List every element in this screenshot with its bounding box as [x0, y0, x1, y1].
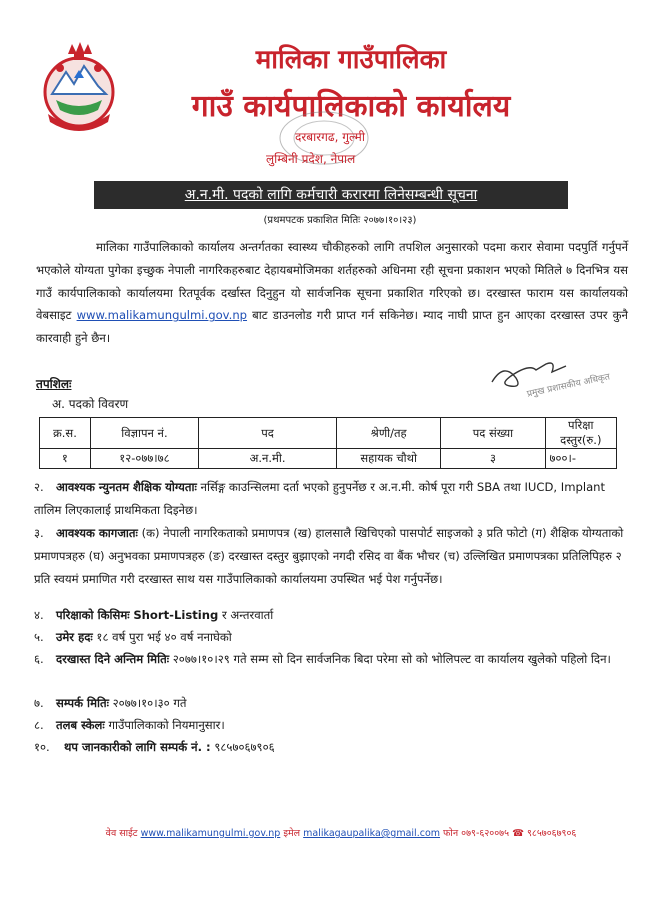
footer-website-link[interactable]: www.malikamungulmi.gov.np	[140, 828, 281, 839]
intro-text-1: मालिका गाउँपालिकाको कार्यालय अन्तर्गतका स्वास्थ्य चौकीहरुको लागि तपशिल अनुसारको पदमा करार सेवामा पदपुर्ति गर्नुपर्ने भएकोले योग्यता पुगेका इच्छुक नेपाली नागरिकहरुबाट देहायबमोजिमका शर्तहरुको अधिनमा रही सूचना प्रकाशन भएको मितिले ७ दिनभित्र यस गाउँ कार्यपालिकाको कार्यालयमा रितपूर्वक दर्खास्त दिनुहुन यो सार्वजनिक सूचना प्रकाशित गरिएको छ। दरखास्त फाराम यस कार्यालयको वेबसाइट	[36, 240, 628, 323]
column-header: श्रेणी/तह	[337, 418, 441, 449]
item-label: उमेर हदः	[56, 630, 93, 644]
notice-title: अ.न.मी. पदको लागि कर्मचारी करारमा लिनेसम्बन्धी सूचना	[184, 187, 478, 203]
item-text: १८ वर्ष पुरा भई ४० वर्ष ननाघेको	[96, 630, 232, 644]
table-row	[40, 449, 617, 469]
table-cell: ३	[441, 449, 545, 469]
item-text: नर्सिङ्ग काउन्सिलमा दर्ता भएको हुनुपर्नेछ र अ.न.मी. कोर्ष पूरा गरी SBA तथा IUCD, Implant तालिम लिएकालाई प्राथमिकता दिइनेछ।	[34, 480, 606, 517]
published-date: (प्रथमपटक प्रकाशित मितिः २०७७।१०।२३)	[263, 215, 417, 226]
intro-paragraph	[36, 236, 628, 350]
list-item: ५. उमेर हदः १८ वर्ष पुरा भई ४० वर्ष ननाघेको	[34, 630, 232, 644]
table-cell: सहायक चौथो	[337, 449, 441, 469]
intro-text-2: बाट डाउनलोड गरी प्राप्त गर्न सकिनेछ। म्याद नाघी प्राप्त हुन आएका दरखास्त उपर कुनै कारवाही हुने छैन।	[36, 308, 628, 346]
column-header: पद संख्या	[441, 418, 545, 449]
item-text: (क) नेपाली नागरिकताको प्रमाणपत्र (ख) हालसालै खिचिएको पासपोर्ट साइजको ३ प्रति फोटो (ग) शैक्षिक योग्यताको प्रमाणपत्रहरु (घ) अनुभवका प्रमाणपत्रहरु (ङ) दरखास्त दस्तुर बुझाएको नगदी रसिद वा बैंक भौचर (च) उल्लिखित प्रमाणपत्रका प्रतिलिपिहरु २ प्रति स्वयमं प्रमाणित गरी दरखास्त साथ यस गाउँपालिकाको कार्यालयमा उपस्थित भई पेश गर्नुपर्नेछ।	[34, 526, 624, 586]
footer	[0, 826, 662, 839]
address-line1: दरबारगढ, गुल्मी	[295, 130, 365, 144]
footer-web-label: वेव साईट	[105, 828, 138, 839]
position-table	[39, 417, 617, 469]
column-header: विज्ञापन नं.	[90, 418, 198, 449]
website-link[interactable]: www.malikamungulmi.gov.np	[76, 308, 248, 323]
municipality-name: मालिका गाउँपालिका	[255, 45, 447, 75]
list-item: ६. दरखास्त दिने अन्तिम मितिः २०७७।१०।२९ गते सम्म सो दिन सार्वजनिक बिदा परेमा सो को भोलिपल्ट वा कार्यालय खुलेको पहिलो दिन।	[34, 652, 611, 666]
section-a-heading: अ. पदको विवरण	[52, 397, 129, 411]
details-label: तपशिलः	[36, 377, 72, 391]
column-header: क्र.स.	[40, 418, 91, 449]
item-label: आवश्यक कागजातः	[56, 526, 138, 540]
footer-email-link[interactable]: malikagaupalika@gmail.com	[303, 828, 441, 839]
item-label: दरखास्त दिने अन्तिम मितिः	[56, 652, 170, 666]
table-cell: ७००।-	[545, 449, 616, 469]
list-item: ७. सम्पर्क मितिः २०७७।१०।३० गते	[34, 696, 187, 710]
list-item: ४. परिक्षाको किसिमः Short-Listing र अन्तरवार्ता	[34, 608, 274, 622]
list-item: २. आवश्यक न्युनतम शैक्षिक योग्यताः नर्सिङ्ग काउन्सिलमा दर्ता भएको हुनुपर्नेछ र अ.न.मी. कोर्ष पूरा गरी SBA तथा IUCD, Implant तालिम लिएकालाई प्राथमिकता दिइनेछ।	[34, 480, 606, 517]
item-text: २०७७।१०।२९ गते सम्म सो दिन सार्वजनिक बिदा परेमा सो को भोलिपल्ट वा कार्यालय खुलेको पहिलो दिन।	[172, 652, 611, 666]
notice-title-bar	[94, 181, 568, 209]
table-cell: १२-०७७।७८	[90, 449, 198, 469]
list-item: ८. तलब स्केलः गाउँपालिकाको नियमानुसार।	[34, 718, 225, 732]
item-label: आवश्यक न्युनतम शैक्षिक योग्यताः	[56, 480, 197, 494]
item-text: २०७७।१०।३० गते	[112, 696, 187, 710]
footer-phone: ०७९-६२००७५	[461, 828, 510, 839]
item-text: र अन्तरवार्ता	[221, 608, 274, 622]
table-cell: १	[40, 449, 91, 469]
item-label: सम्पर्क मितिः	[56, 696, 109, 710]
item-label: तलब स्केलः	[56, 718, 105, 732]
column-header: परिक्षा दस्तुर(रु.)	[545, 418, 616, 449]
list-item: १०. थप जानकारीको लागि सम्पर्क नं. : ९८५७०६७९०६	[34, 740, 275, 754]
item-label: परिक्षाको किसिमः	[56, 608, 130, 622]
footer-mobile: ९८५७०६७९०६	[526, 828, 577, 839]
item-text: गाउँपालिकाको नियमानुसार।	[108, 718, 225, 732]
table-header-row	[40, 418, 617, 449]
officer-seal: प्रमुख प्रशासकीय अधिकृत	[526, 372, 611, 400]
phone-icon: ☎	[512, 828, 524, 839]
address-line2: लुम्बिनी प्रदेश, नेपाल	[266, 152, 356, 166]
column-header: पद	[199, 418, 337, 449]
item-label: थप जानकारीको लागि सम्पर्क नं. :	[64, 740, 211, 754]
office-name: गाउँ कार्यपालिकाको कार्यालय	[191, 89, 511, 124]
item-bold: Short-Listing	[133, 608, 219, 622]
footer-phone-label: फोन	[443, 828, 459, 839]
table-cell: अ.न.मी.	[199, 449, 337, 469]
footer-email-label: इमेल	[283, 828, 301, 839]
item-text: ९८५७०६७९०६	[214, 740, 275, 754]
list-item: ३. आवश्यक कागजातः (क) नेपाली नागरिकताको प्रमाणपत्र (ख) हालसालै खिचिएको पासपोर्ट साइजको ३ प्रति फोटो (ग) शैक्षिक योग्यताको प्रमाणपत्रहरु (घ) अनुभवका प्रमाणपत्रहरु (ङ) दरखास्त दस्तुर बुझाएको नगदी रसिद वा बैंक भौचर (च) उल्लिखित प्रमाणपत्रका प्रतिलिपिहरु २ प्रति स्वयमं प्रमाणित गरी दरखास्त साथ यस गाउँपालिकाको कार्यालयमा उपस्थित भई पेश गर्नुपर्नेछ।	[34, 526, 624, 586]
